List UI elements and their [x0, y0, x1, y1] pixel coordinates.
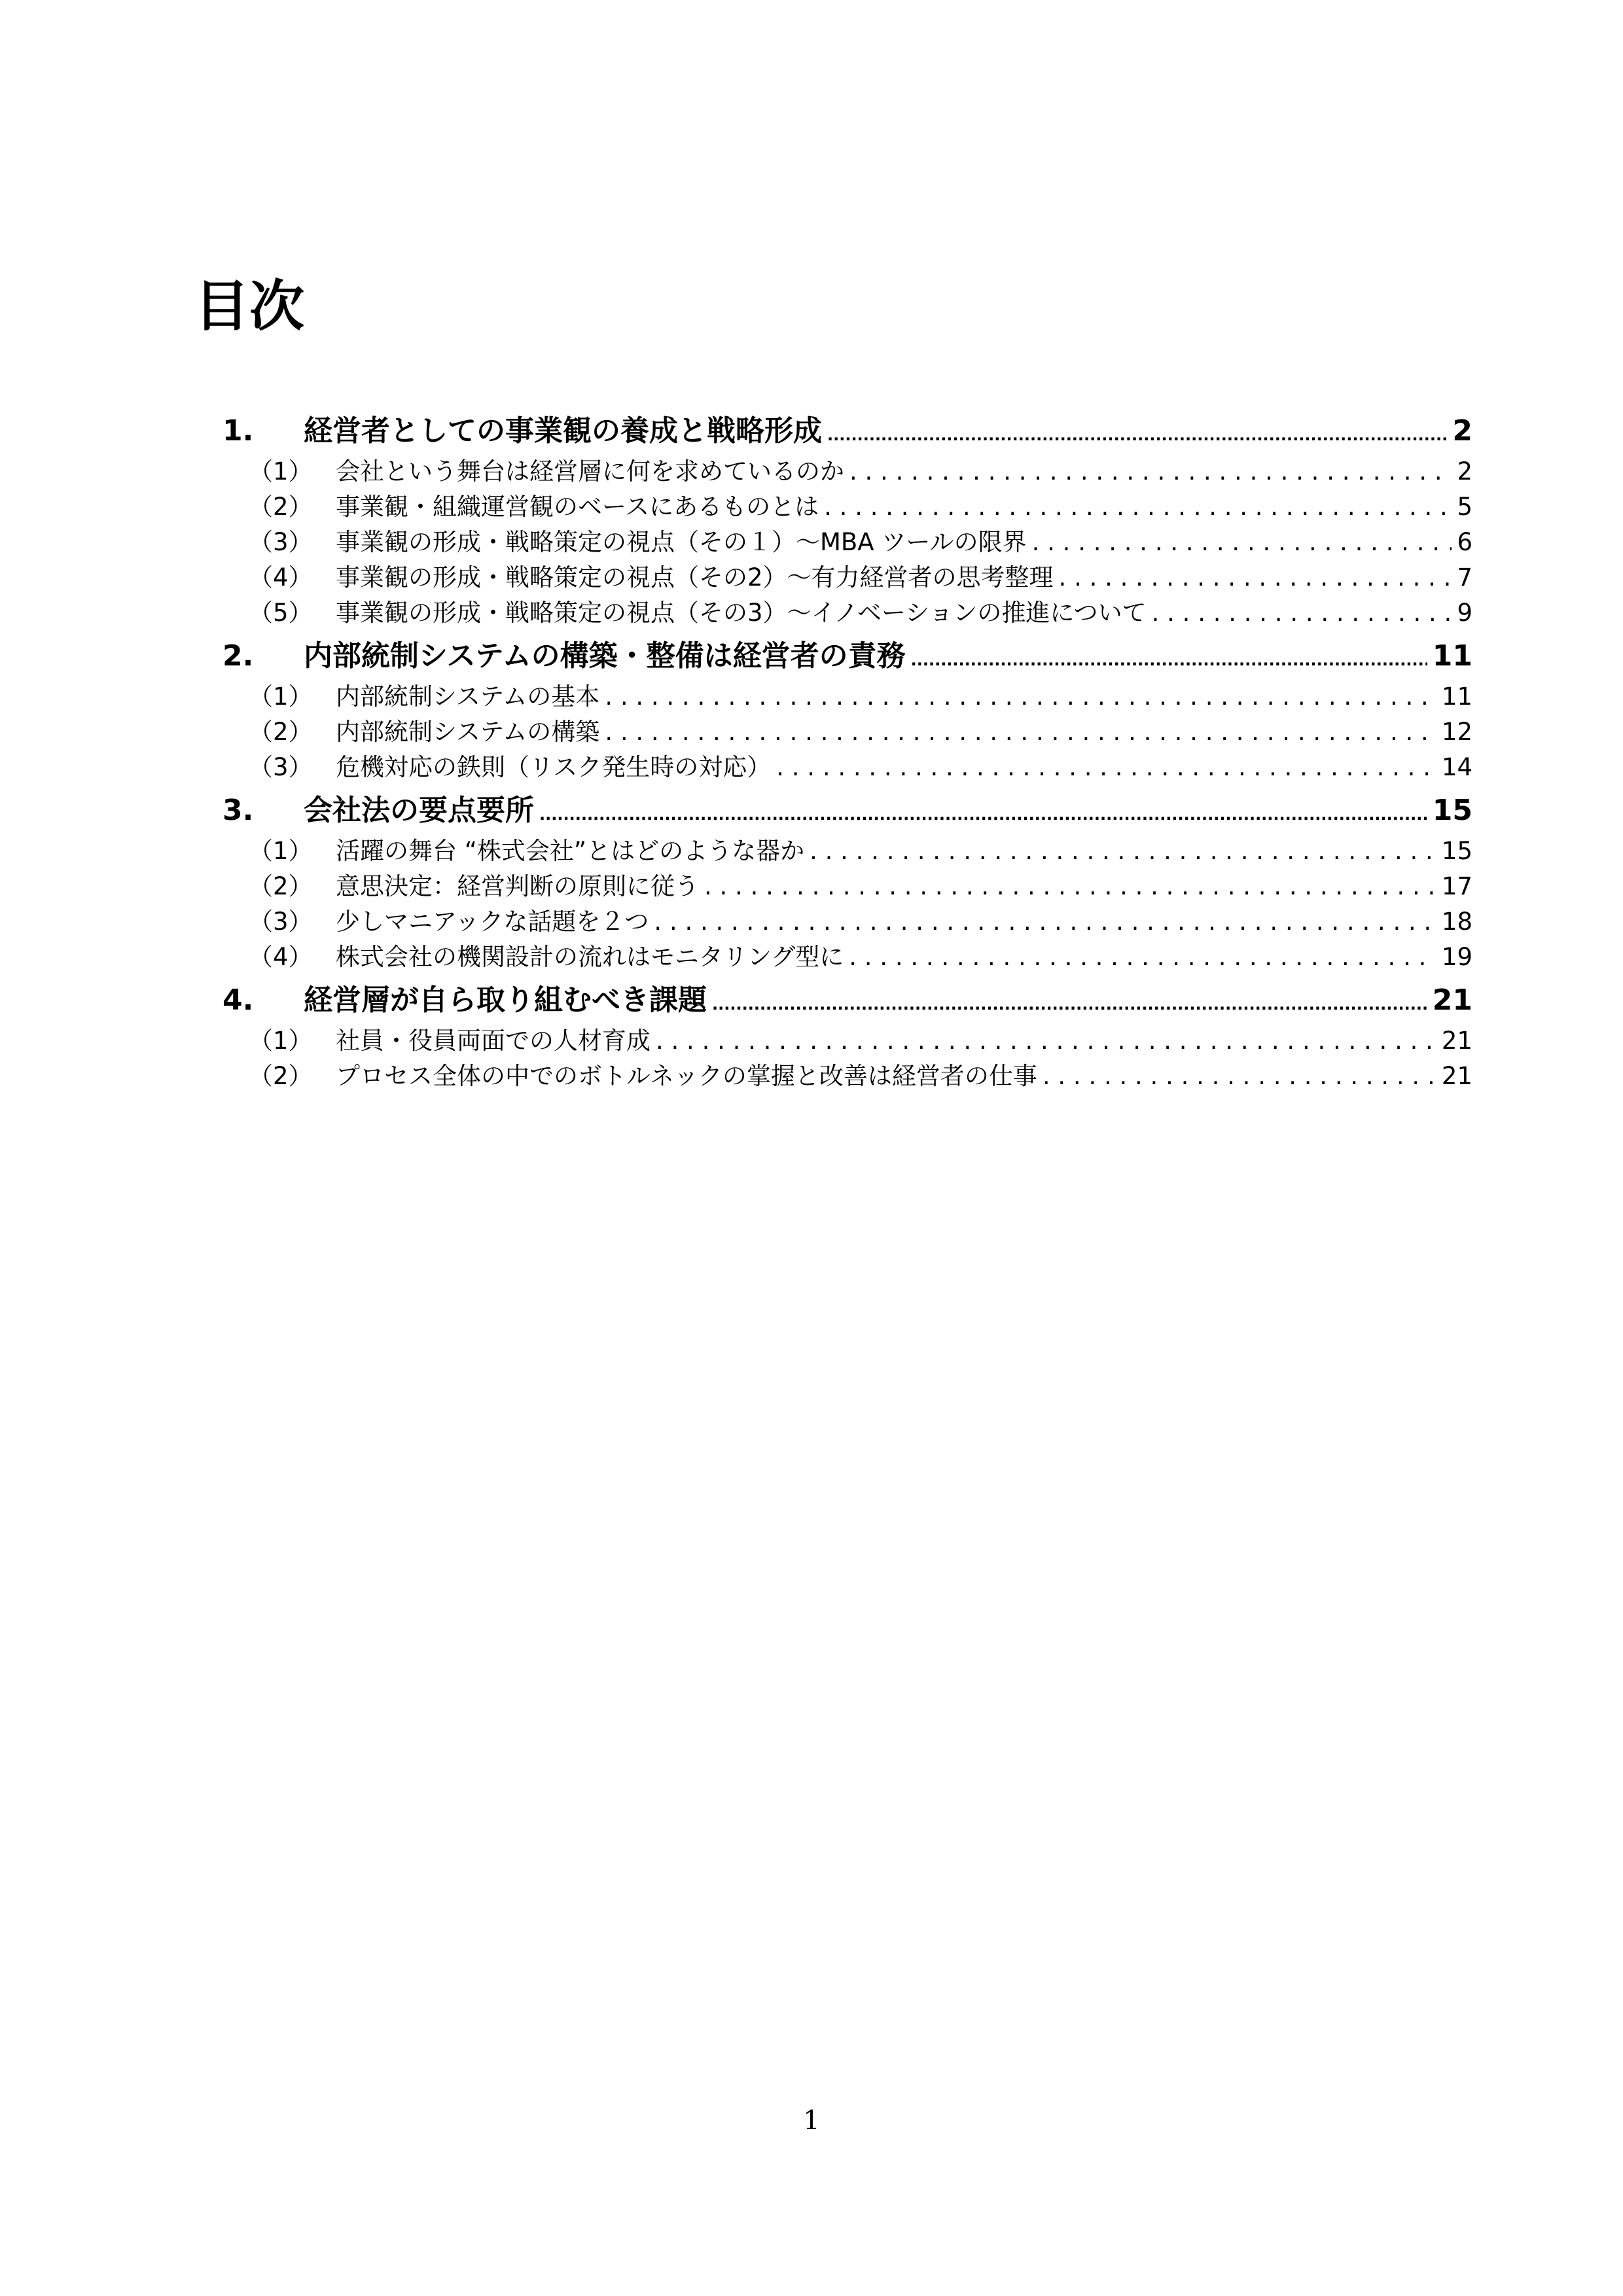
toc-section-number: 2. [223, 639, 254, 673]
toc-item-2-2[interactable] [223, 715, 1472, 750]
toc-section-title: 経営者としての事業観の養成と戦略形成 [304, 414, 822, 448]
toc-section-title: 会社法の要点要所 [304, 794, 534, 827]
toc-item-number: （3） [249, 908, 313, 936]
toc-item-1-2[interactable] [223, 489, 1472, 525]
toc-page-number: 18 [1441, 908, 1472, 936]
toc-dot-leader [656, 1023, 1436, 1059]
toc-item-title: 社員・役員両面での人材育成 [336, 1027, 651, 1055]
toc-item-4-2[interactable] [223, 1059, 1472, 1094]
toc-item-title: 株式会社の機関設計の流れはモニタリング型に [336, 943, 844, 971]
toc-item-1-4[interactable] [223, 560, 1472, 595]
toc-page-number: 21 [1432, 983, 1472, 1017]
toc-dot-leader [911, 633, 1427, 683]
toc-item-number: （2） [249, 718, 313, 746]
toc-item-3-4[interactable] [223, 940, 1472, 975]
toc-section-title: 経営層が自ら取り組むべき課題 [304, 983, 707, 1017]
toc-section-1[interactable] [223, 408, 1472, 454]
toc-page-number: 17 [1441, 872, 1472, 900]
toc-item-title: 意思決定：経営判断の原則に従う [336, 872, 699, 900]
toc-dot-leader [1043, 1059, 1436, 1094]
toc-item-number: （2） [249, 872, 313, 900]
toc-section-3[interactable] [223, 788, 1472, 834]
toc-section-number: 4. [223, 983, 254, 1017]
toc-item-3-3[interactable] [223, 904, 1472, 940]
toc-item-title: 危機対応の鉄則（リスク発生時の対応） [336, 753, 772, 781]
toc-page-number: 15 [1432, 794, 1472, 827]
toc-page-number: 7 [1457, 563, 1472, 592]
toc-item-title: 会社という舞台は経営層に何を求めているのか [336, 457, 844, 486]
toc-dot-leader [712, 978, 1427, 1027]
toc-page-number: 2 [1457, 457, 1472, 486]
toc-item-number: （4） [249, 943, 313, 971]
toc-item-2-3[interactable] [223, 750, 1472, 785]
toc-page-number: 15 [1441, 837, 1472, 865]
toc-item-title: 事業観の形成・戦略策定の視点（その１）～MBA ツールの限界 [336, 528, 1027, 556]
toc-page-number: 6 [1457, 528, 1472, 556]
toc-item-number: （4） [249, 563, 313, 592]
toc-item-1-1[interactable] [223, 454, 1472, 489]
toc-page-number: 21 [1441, 1027, 1472, 1055]
toc-page-number: 2 [1452, 414, 1472, 448]
toc-page-number: 21 [1441, 1062, 1472, 1090]
toc-item-title: 活躍の舞台 “株式会社”とはどのような器か [336, 837, 805, 865]
toc-item-number: （3） [249, 528, 313, 556]
table-of-contents [223, 406, 1472, 1094]
toc-dot-leader [605, 715, 1436, 750]
toc-item-title: 内部統制システムの構築 [336, 718, 600, 746]
toc-item-number: （1） [249, 457, 313, 486]
toc-dot-leader [1032, 525, 1452, 560]
toc-item-1-5[interactable] [223, 595, 1472, 631]
toc-page-number: 5 [1457, 493, 1472, 521]
toc-item-number: （1） [249, 682, 313, 711]
toc-item-title: 事業観の形成・戦略策定の視点（その3）～イノベーションの推進について [336, 599, 1147, 627]
toc-section-2[interactable] [223, 633, 1472, 679]
toc-item-3-1[interactable] [223, 834, 1472, 869]
toc-dot-leader [1152, 595, 1452, 631]
toc-item-number: （3） [249, 753, 313, 781]
toc-dot-leader [605, 679, 1436, 715]
toc-dot-leader [810, 834, 1436, 869]
toc-dot-leader [539, 788, 1427, 838]
toc-page-number: 14 [1441, 753, 1472, 781]
toc-dot-leader [827, 408, 1447, 458]
toc-section-number: 1. [223, 414, 254, 448]
toc-dot-leader [824, 489, 1452, 525]
toc-item-2-1[interactable] [223, 679, 1472, 715]
toc-page-number: 11 [1432, 639, 1472, 673]
toc-section-number: 3. [223, 794, 254, 827]
toc-item-1-3[interactable] [223, 525, 1472, 560]
toc-dot-leader [849, 454, 1452, 489]
toc-page-number: 11 [1441, 682, 1472, 711]
toc-page-number: 12 [1441, 718, 1472, 746]
toc-page-number: 9 [1457, 599, 1472, 627]
toc-item-title: プロセス全体の中でのボトルネックの掌握と改善は経営者の仕事 [336, 1062, 1037, 1090]
toc-item-number: （1） [249, 837, 313, 865]
toc-item-title: 少しマニアックな話題を２つ [336, 908, 649, 936]
toc-item-number: （2） [249, 493, 313, 521]
toc-item-number: （1） [249, 1027, 313, 1055]
toc-item-title: 事業観・組織運営観のベースにあるものとは [336, 493, 819, 521]
toc-dot-leader [654, 904, 1436, 940]
toc-dot-leader [849, 940, 1436, 975]
toc-dot-leader [776, 750, 1436, 785]
toc-item-number: （2） [249, 1062, 313, 1090]
toc-item-title: 内部統制システムの基本 [336, 682, 600, 711]
toc-dot-leader [1059, 560, 1452, 595]
toc-section-4[interactable] [223, 978, 1472, 1023]
toc-item-number: （5） [249, 599, 313, 627]
toc-section-title: 内部統制システムの構築・整備は経営者の責務 [304, 639, 906, 673]
toc-item-4-1[interactable] [223, 1023, 1472, 1059]
page-number: 1 [803, 2106, 820, 2136]
toc-dot-leader [704, 869, 1436, 904]
toc-page-number: 19 [1441, 943, 1472, 971]
toc-item-title: 事業観の形成・戦略策定の視点（その2）～有力経営者の思考整理 [336, 563, 1054, 592]
page-title: 目次 [194, 274, 305, 338]
toc-item-3-2[interactable] [223, 869, 1472, 904]
